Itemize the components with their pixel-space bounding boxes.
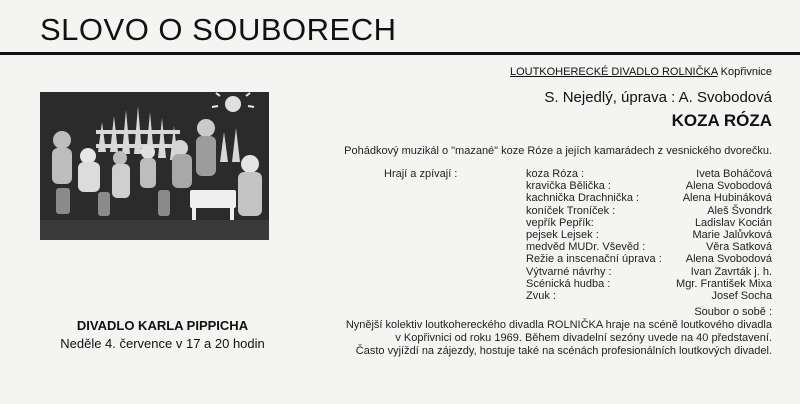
cast-row <box>526 278 772 290</box>
cast-actor: Ladislav Kocián <box>694 216 772 229</box>
cast-role: koza Róza : <box>526 168 585 180</box>
cast-role: Zvuk : <box>526 289 556 302</box>
cast-actor: Aleš Švondrk <box>707 204 772 217</box>
cast-actor: Věra Satková <box>705 241 772 254</box>
about-heading: Soubor o sobě : <box>694 306 772 318</box>
about-line: Nynější kolektiv loutkohereckého divadla ROLNIČKA hraje na scéně loutkového divadla <box>345 319 772 331</box>
show-description: Pohádkový muzikál o "mazané" koze Róze a jejích kamarádech z vesnického dvorečku. <box>344 145 772 157</box>
cast-role: pejsek Lejsek : <box>526 228 599 241</box>
header-rule <box>0 52 800 55</box>
ensemble-town: Kopřivnice <box>720 66 772 78</box>
ensemble-line <box>510 66 772 78</box>
cast-row <box>526 192 772 204</box>
cast-row <box>526 253 772 265</box>
about-line: v Kopřivnici od roku 1969. Během divadelní sezóny uvede na 40 představení. <box>395 332 772 344</box>
cast-role: Režie a inscenační úprava : <box>526 253 662 266</box>
cast-role: kravička Bělička : <box>526 180 611 193</box>
cast-role: kachnička Drachnička : <box>526 192 640 205</box>
cast-actor: Alena Svobodová <box>685 180 772 193</box>
cast-role: medvěd MUDr. Vševěd : <box>526 241 646 254</box>
cast-row <box>526 241 772 253</box>
about-line: Často vyjíždí na zájezdy, hostuje také na scénách profesionálních loutkových divadel. <box>355 345 772 357</box>
ensemble-name: LOUTKOHERECKÉ DIVADLO ROLNIČKA <box>509 66 718 78</box>
cast-role: Výtvarné návrhy : <box>526 265 612 278</box>
authors-line: S. Nejedlý, úprava : A. Svobodová <box>544 89 772 106</box>
cast-role: vepřík Pepřík: <box>526 216 594 229</box>
cast-actor: Ivan Zavrták j. h. <box>690 265 772 278</box>
show-title: KOZA RÓZA <box>671 111 772 130</box>
venue-info <box>40 318 285 351</box>
cast-row <box>526 229 772 241</box>
cast-heading: Hrají a zpívají : <box>384 168 458 180</box>
performance-date: Neděle 4. července v 17 a 20 hodin <box>60 336 265 351</box>
cast-actor: Josef Socha <box>711 289 772 302</box>
cast-actor: Alena Hubináková <box>682 192 772 205</box>
page-header <box>0 0 800 58</box>
page-title: SLOVO O SOUBORECH <box>40 12 397 47</box>
cast-role: koníček Troníček : <box>526 204 616 217</box>
cast-actor: Alena Svobodová <box>685 253 772 266</box>
cast-actor: Mgr. František Mixa <box>676 277 772 290</box>
cast-list <box>526 168 772 302</box>
cast-actor: Iveta Boháčová <box>696 168 772 180</box>
cast-row <box>526 168 772 180</box>
cast-row <box>526 266 772 278</box>
cast-row <box>526 180 772 192</box>
cast-actor: Marie Jalůvková <box>692 228 772 241</box>
about-text <box>322 319 772 358</box>
cast-row <box>526 290 772 302</box>
cast-role: Scénická hudba : <box>526 277 611 290</box>
puppet-show-photo <box>40 92 269 240</box>
venue-name: DIVADLO KARLA PIPPICHA <box>76 318 249 333</box>
cast-row <box>526 217 772 229</box>
cast-row <box>526 205 772 217</box>
